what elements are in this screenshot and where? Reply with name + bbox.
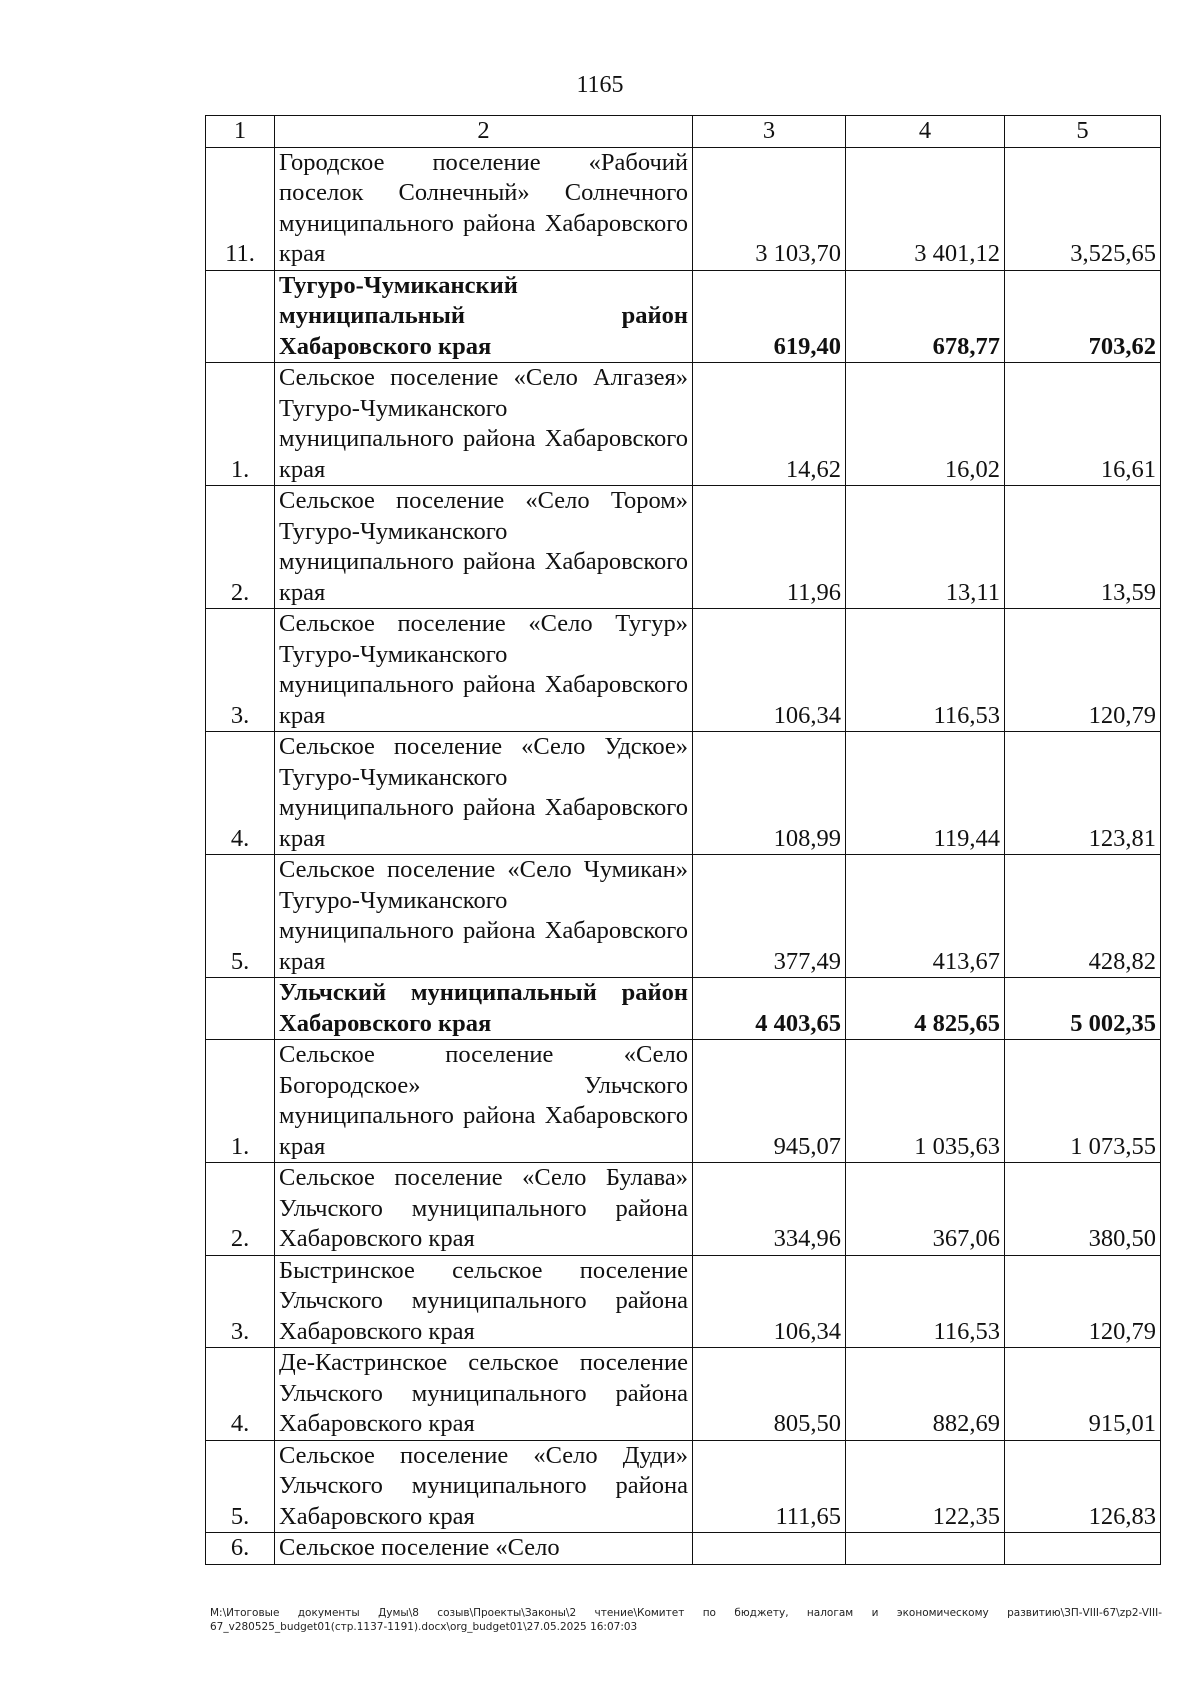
table-row [206, 609, 1161, 732]
row-number: 4. [206, 1348, 275, 1441]
row-name: Ульчский муниципальный район Хабаровского края [275, 978, 693, 1040]
row-name: Де-Кастринское сельское поселение Ульчского муниципального района Хабаровского края [275, 1348, 693, 1441]
row-name: Сельское поселение «Село Булава» Ульчского муниципального района Хабаровского края [275, 1163, 693, 1256]
row-number: 6. [206, 1533, 275, 1565]
table-row [206, 1255, 1161, 1348]
value-col-3: 111,65 [693, 1440, 846, 1533]
row-name: Сельское поселение «Село [275, 1533, 693, 1565]
value-col-5: 915,01 [1005, 1348, 1161, 1441]
value-col-3: 3 103,70 [693, 147, 846, 270]
budget-table [205, 115, 1161, 1565]
value-col-5: 703,62 [1005, 270, 1161, 363]
header-row [206, 116, 1161, 148]
table-row [206, 1533, 1161, 1565]
table-row [206, 486, 1161, 609]
value-col-3: 108,99 [693, 732, 846, 855]
page-number: 1165 [576, 72, 624, 98]
value-col-4: 122,35 [846, 1440, 1005, 1533]
value-col-3: 4 403,65 [693, 978, 846, 1040]
row-number: 3. [206, 609, 275, 732]
value-col-5: 123,81 [1005, 732, 1161, 855]
table-row-district-total [206, 978, 1161, 1040]
value-col-4: 116,53 [846, 1255, 1005, 1348]
table-row [206, 363, 1161, 486]
table-row [206, 147, 1161, 270]
table-row-district-total [206, 270, 1161, 363]
table-row [206, 1348, 1161, 1441]
table-body [206, 147, 1161, 1564]
value-col-3 [693, 1533, 846, 1565]
header-col-4: 4 [846, 116, 1005, 148]
row-number: 1. [206, 363, 275, 486]
value-col-5: 5 002,35 [1005, 978, 1161, 1040]
row-number: 5. [206, 855, 275, 978]
value-col-4: 16,02 [846, 363, 1005, 486]
table-row [206, 1040, 1161, 1163]
row-number: 1. [206, 1040, 275, 1163]
row-name: Городское поселение «Рабочий поселок Солнечный» Солнечного муниципального района Хабаровского края [275, 147, 693, 270]
row-number [206, 978, 275, 1040]
value-col-4: 882,69 [846, 1348, 1005, 1441]
value-col-3: 334,96 [693, 1163, 846, 1256]
header-col-5: 5 [1005, 116, 1161, 148]
value-col-4: 367,06 [846, 1163, 1005, 1256]
table-row [206, 1163, 1161, 1256]
header-col-3: 3 [693, 116, 846, 148]
row-number: 2. [206, 1163, 275, 1256]
value-col-4: 678,77 [846, 270, 1005, 363]
table-row [206, 732, 1161, 855]
value-col-5: 120,79 [1005, 609, 1161, 732]
value-col-5: 13,59 [1005, 486, 1161, 609]
row-number: 4. [206, 732, 275, 855]
value-col-4: 3 401,12 [846, 147, 1005, 270]
value-col-3: 945,07 [693, 1040, 846, 1163]
row-name: Сельское поселение «Село Алгазея» Тугуро-Чумиканского муниципального района Хабаровского края [275, 363, 693, 486]
row-name: Сельское поселение «Село Удское» Тугуро-Чумиканского муниципального района Хабаровского края [275, 732, 693, 855]
value-col-4: 116,53 [846, 609, 1005, 732]
row-number: 3. [206, 1255, 275, 1348]
value-col-4 [846, 1533, 1005, 1565]
row-name: Сельское поселение «Село Тугур» Тугуро-Чумиканского муниципального района Хабаровского края [275, 609, 693, 732]
row-name: Сельское поселение «Село Дуди» Ульчского муниципального района Хабаровского края [275, 1440, 693, 1533]
table-row [206, 855, 1161, 978]
value-col-3: 14,62 [693, 363, 846, 486]
row-number [206, 270, 275, 363]
row-name: Быстринское сельское поселение Ульчского муниципального района Хабаровского края [275, 1255, 693, 1348]
row-number: 2. [206, 486, 275, 609]
value-col-3: 619,40 [693, 270, 846, 363]
value-col-3: 11,96 [693, 486, 846, 609]
value-col-4: 119,44 [846, 732, 1005, 855]
value-col-3: 106,34 [693, 1255, 846, 1348]
row-name: Тугуро-Чумиканский муниципальный район Хабаровского края [275, 270, 693, 363]
value-col-5: 126,83 [1005, 1440, 1161, 1533]
header-col-2: 2 [275, 116, 693, 148]
value-col-3: 106,34 [693, 609, 846, 732]
value-col-5 [1005, 1533, 1161, 1565]
row-name: Сельское поселение «Село Тором» Тугуро-Чумиканского муниципального района Хабаровского края [275, 486, 693, 609]
value-col-4: 4 825,65 [846, 978, 1005, 1040]
value-col-5: 380,50 [1005, 1163, 1161, 1256]
row-number: 11. [206, 147, 275, 270]
value-col-5: 120,79 [1005, 1255, 1161, 1348]
header-col-1: 1 [206, 116, 275, 148]
value-col-4: 413,67 [846, 855, 1005, 978]
file-path-footer: M:\Итоговые документы Думы\8 созыв\Проекты\Законы\2 чтение\Комитет по бюджету, налогам и экономическому развитию\ЗП-VIII-67\zp2-VIII-67_v280525_budget01(стр.1137-1191).docx\org_budget01\27.05.2025 16:07:03 [210, 1607, 1162, 1633]
value-col-4: 13,11 [846, 486, 1005, 609]
table-row [206, 1440, 1161, 1533]
value-col-5: 3,525,65 [1005, 147, 1161, 270]
row-name: Сельское поселение «Село Чумикан» Тугуро-Чумиканского муниципального района Хабаровского края [275, 855, 693, 978]
value-col-4: 1 035,63 [846, 1040, 1005, 1163]
value-col-3: 377,49 [693, 855, 846, 978]
value-col-3: 805,50 [693, 1348, 846, 1441]
value-col-5: 428,82 [1005, 855, 1161, 978]
row-number: 5. [206, 1440, 275, 1533]
row-name: Сельское поселение «Село Богородское» Ульчского муниципального района Хабаровского края [275, 1040, 693, 1163]
value-col-5: 16,61 [1005, 363, 1161, 486]
value-col-5: 1 073,55 [1005, 1040, 1161, 1163]
